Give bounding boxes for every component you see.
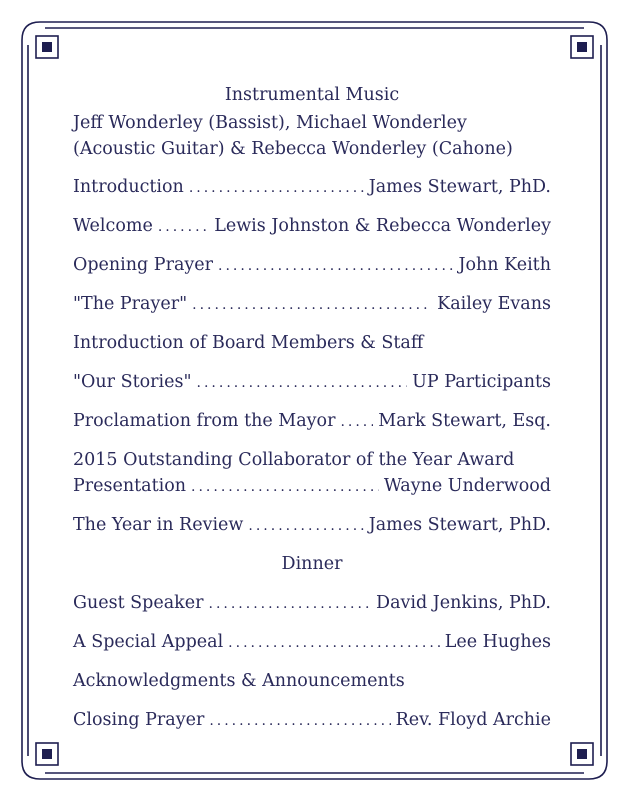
program-item	[73, 590, 551, 617]
item-label: Opening Prayer	[73, 255, 213, 275]
dot-leader	[209, 708, 390, 734]
dot-leader	[191, 474, 379, 500]
program-item	[73, 512, 551, 539]
item-presenter: Wayne Underwood	[383, 476, 551, 496]
item-presenter: Lewis Johnston & Rebecca Wonderley	[214, 216, 551, 236]
dot-leader	[209, 591, 372, 617]
program-item: Introduction of Board Members & Staff	[73, 333, 424, 353]
program-item	[73, 408, 551, 435]
program-item	[73, 369, 551, 396]
program-item: 2015 Outstanding Collaborator of the Year Award	[73, 450, 515, 470]
corner-ornament-tr	[577, 42, 587, 52]
item-label: Guest Speaker	[73, 593, 204, 613]
item-presenter: David Jenkins, PhD.	[376, 593, 551, 613]
program-item	[73, 213, 551, 240]
item-presenter: John Keith	[458, 255, 551, 275]
program-item	[73, 473, 551, 500]
item-presenter: James Stewart, PhD.	[368, 515, 551, 535]
program-item	[73, 174, 551, 201]
performers-text: Jeff Wonderley (Bassist), Michael Wonderley (Acoustic Guitar) & Rebecca Wonderley (Cahone)	[73, 113, 513, 159]
item-label: Welcome	[73, 216, 153, 236]
item-presenter: James Stewart, PhD.	[368, 177, 551, 197]
dot-leader	[189, 175, 364, 201]
item-presenter: Mark Stewart, Esq.	[378, 411, 551, 431]
dot-leader	[158, 214, 209, 240]
corner-ornament-br	[577, 749, 587, 759]
program-item: Acknowledgments & Announcements	[73, 671, 405, 691]
dot-leader	[197, 370, 408, 396]
dot-leader	[218, 253, 453, 279]
corner-ornament-tl	[42, 42, 52, 52]
dot-leader	[248, 513, 363, 539]
item-presenter: Kailey Evans	[437, 294, 551, 314]
item-label: The Year in Review	[73, 515, 244, 535]
program-item	[73, 707, 551, 734]
item-label: A Special Appeal	[73, 632, 224, 652]
program-item	[73, 252, 551, 279]
item-label: Proclamation from the Mayor	[73, 411, 336, 431]
corner-ornament-bl	[42, 749, 52, 759]
program-item	[73, 629, 551, 656]
item-label: "The Prayer"	[73, 294, 188, 314]
dot-leader	[340, 409, 373, 435]
item-label: "Our Stories"	[73, 372, 192, 392]
dot-leader	[228, 630, 440, 656]
item-label: Closing Prayer	[73, 710, 205, 730]
item-presenter: Lee Hughes	[444, 632, 551, 652]
section-heading-instrumental-music: Instrumental Music	[224, 85, 400, 105]
item-label: Introduction	[73, 177, 184, 197]
item-label: Presentation	[73, 476, 187, 496]
section-heading-dinner: Dinner	[281, 554, 343, 574]
item-presenter: Rev. Floyd Archie	[395, 710, 551, 730]
item-presenter: UP Participants	[412, 372, 551, 392]
program-item	[73, 291, 551, 318]
dot-leader	[192, 292, 432, 318]
